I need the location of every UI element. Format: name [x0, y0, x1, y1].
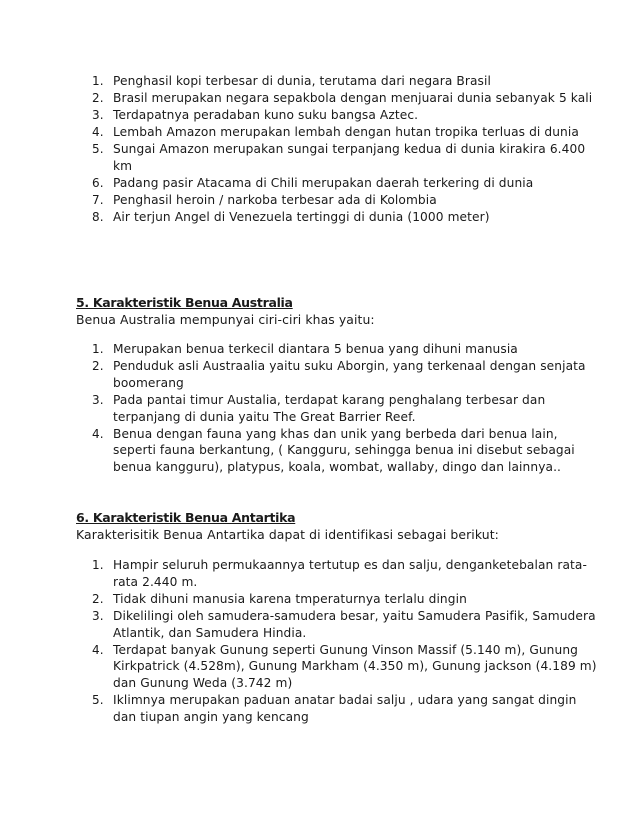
list-item [0, 73, 638, 90]
list-item-text: Hampir seluruh permukaannya tertutup es dan salju, denganketebalan rata-rata 2.440 m. [113, 558, 587, 589]
list-item-number: 1. [92, 342, 104, 356]
list-item-number: 2. [92, 591, 104, 606]
list-item-number: 8. [92, 210, 104, 225]
list-item-text: Air terjun Angel di Venezuela tertinggi di dunia (1000 meter) [113, 210, 490, 225]
list-item [0, 608, 638, 641]
list-item-text: Benua dengan fauna yang khas dan unik yang berbeda dari benua lain, seperti fauna berkantung, ( Kangguru, sehingga benua ini disebut sebagai benua kangguru), platypus, koala, wombat, wallaby, dingo dan lainnya.. [113, 426, 575, 474]
list-item-number: 2. [92, 359, 104, 374]
section-heading-australia: 5. Karakteristik Benua Australia [76, 295, 293, 310]
list-item [0, 90, 638, 107]
list-item-number: 4. [92, 426, 104, 441]
list-item-number: 5. [92, 142, 104, 157]
list-item-number: 6. [92, 175, 104, 190]
list-item-number: 1. [92, 558, 104, 572]
list-item [0, 209, 638, 226]
list-item [0, 141, 638, 174]
list-item-number: 3. [92, 108, 104, 123]
list-item-text: Penduduk asli Austraalia yaitu suku Aborgin, yang terkenaal dengan senjata boomerang [113, 359, 586, 390]
list-item [0, 358, 638, 391]
list-item-text: Penghasil kopi terbesar di dunia, terutama dari negara Brasil [113, 74, 491, 88]
list-item-text: Penghasil heroin / narkoba terbesar ada di Kolombia [113, 193, 437, 208]
section-heading-antartika: 6. Karakteristik Benua Antartika [76, 510, 296, 525]
list-item-number: 3. [92, 609, 104, 624]
list-item-text: Lembah Amazon merupakan lembah dengan hutan tropika terluas di dunia [113, 125, 579, 140]
list-item-number: 3. [92, 393, 104, 408]
list-item-text: Padang pasir Atacama di Chili merupakan daerah terkering di dunia [113, 175, 534, 190]
list-item [0, 426, 638, 476]
list-item-number: 7. [92, 193, 104, 208]
list-item [0, 692, 638, 725]
list-item-text: Iklimnya merupakan paduan anatar badai salju , udara yang sangat dingin dan tiupan angin yang kencang [113, 693, 577, 724]
antartika-characteristics-list [0, 557, 638, 726]
list-item [0, 557, 638, 590]
list-item [0, 175, 638, 192]
list-item [0, 392, 638, 425]
list-item-text: Merupakan benua terkecil diantara 5 benua yang dihuni manusia [113, 342, 518, 356]
list-item-number: 5. [92, 693, 104, 708]
list-item-number: 4. [92, 642, 104, 657]
list-item [0, 192, 638, 209]
list-item-number: 2. [92, 91, 104, 106]
list-item-text: Sungai Amazon merupakan sungai terpanjang kedua di dunia kirakira 6.400 km [113, 142, 586, 173]
list-item [0, 591, 638, 608]
australia-characteristics-list [0, 341, 638, 476]
list-item-text: Terdapat banyak Gunung seperti Gunung Vinson Massif (5.140 m), Gunung Kirkpatrick (4.528m), Gunung Markham (4.350 m), Gunung jackson (4.189 m) dan Gunung Weda (3.742 m) [113, 642, 597, 690]
section-intro-australia: Benua Australia mempunyai ciri-ciri khas yaitu: [76, 312, 375, 327]
section-intro-antartika: Karakterisitik Benua Antartika dapat di identifikasi sebagai berikut: [76, 527, 499, 542]
list-item [0, 341, 638, 358]
list-item-number: 1. [92, 74, 104, 88]
list-item-number: 4. [92, 125, 104, 140]
list-item-text: Terdapatnya peradaban kuno suku bangsa Aztec. [113, 108, 419, 123]
list-item-text: Dikelilingi oleh samudera-samudera besar, yaitu Samudera Pasifik, Samudera Atlantik, dan Samudera Hindia. [113, 609, 596, 640]
list-item-text: Pada pantai timur Austalia, terdapat karang penghalang terbesar dan terpanjang di dunia yaitu The Great Barrier Reef. [113, 393, 546, 424]
list-item-text: Brasil merupakan negara sepakbola dengan menjuarai dunia sebanyak 5 kali [113, 91, 593, 106]
continent-list-continued [0, 73, 638, 226]
list-item-text: Tidak dihuni manusia karena tmperaturnya terlalu dingin [113, 591, 467, 606]
list-item [0, 642, 638, 692]
list-item [0, 107, 638, 124]
list-item [0, 124, 638, 141]
